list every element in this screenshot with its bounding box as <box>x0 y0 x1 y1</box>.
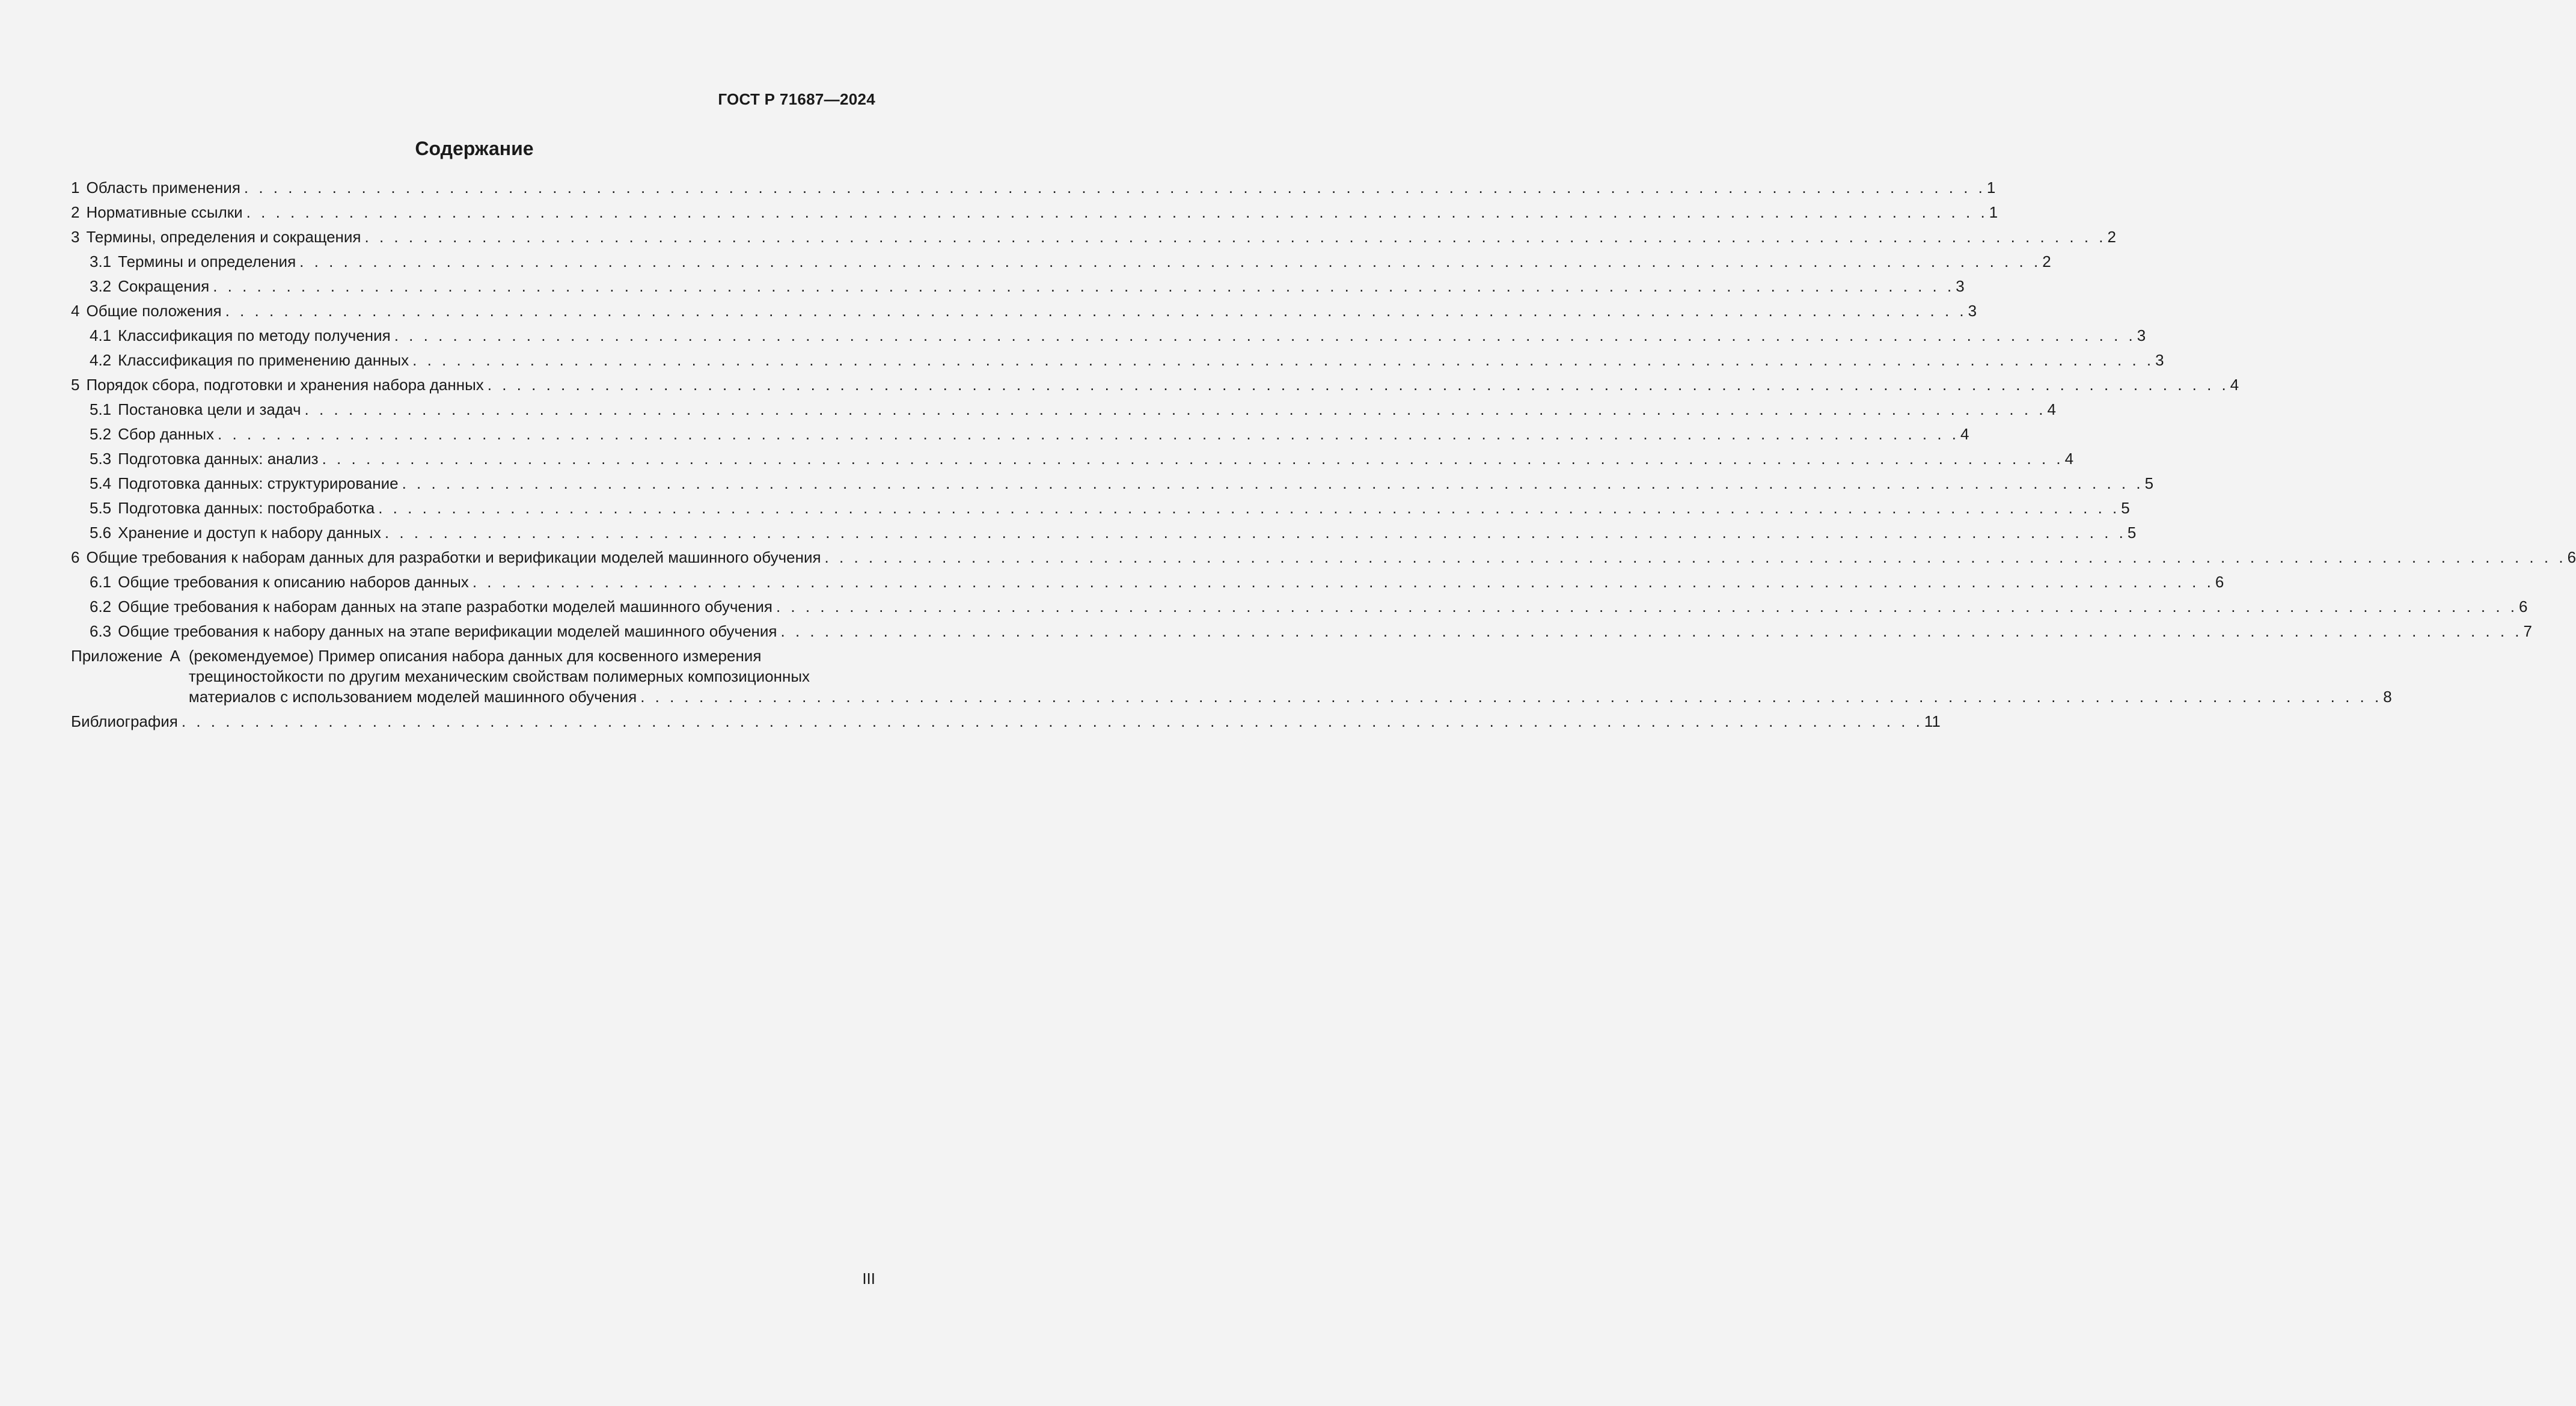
toc-entry-number: 5.5 <box>90 499 112 517</box>
toc-entry-number: 5 <box>71 376 80 394</box>
toc-entry-page: 5 <box>2121 499 2130 517</box>
dot-leader <box>225 299 1967 323</box>
toc-subentry[interactable] <box>71 619 2532 644</box>
toc-entry-page: 3 <box>1956 277 1965 295</box>
toc-entry-label: Сбор данных <box>118 425 215 443</box>
toc-subentry[interactable] <box>71 521 2137 545</box>
toc-entry-number: 6.3 <box>90 622 112 640</box>
dot-leader <box>244 176 1986 200</box>
page-number: III <box>862 1270 875 1288</box>
toc-entry-page: 5 <box>2127 524 2137 542</box>
toc-entry-page: 2 <box>2107 228 2116 246</box>
toc-subentry[interactable] <box>71 397 2056 422</box>
dot-leader <box>402 471 2144 496</box>
toc-entry-label: Библиография <box>71 712 178 730</box>
toc-entry-label: Подготовка данных: структурирование <box>118 474 399 492</box>
appendix-title-line: трещиностойкости по другим механическим свойствам полимерных композиционных <box>188 667 810 685</box>
toc-subentry[interactable] <box>71 274 1965 299</box>
toc-entry-page: 4 <box>2230 376 2239 394</box>
toc-entry-number: 6.1 <box>90 573 112 591</box>
toc-entry-label: Термины, определения и сокращения <box>86 228 361 246</box>
dot-leader <box>781 619 2522 644</box>
toc-entry-label: Общие требования к наборам данных для разработки и верификации моделей машинного обучения <box>86 548 821 566</box>
document-code: ГОСТ Р 71687—2024 <box>718 90 875 108</box>
toc-entry-label: Порядок сбора, подготовки и хранения набора данных <box>86 376 484 394</box>
toc-entry-label: Нормативные ссылки <box>86 203 243 221</box>
dot-leader <box>385 521 2126 545</box>
toc-entry-label: Область применения <box>86 179 240 197</box>
toc-entry-page: 3 <box>1968 302 1977 320</box>
dot-leader <box>365 225 2106 249</box>
toc-entry-label: Классификация по методу получения <box>118 326 391 344</box>
dot-leader <box>305 397 2046 422</box>
dot-leader <box>776 594 2518 619</box>
toc-entry-number: 5.4 <box>90 474 112 492</box>
toc-entry-number: 5.6 <box>90 524 112 542</box>
toc-entry-page: 1 <box>1989 203 1998 221</box>
dot-leader <box>394 323 2136 348</box>
toc-entry-number: 1 <box>71 179 80 197</box>
toc-entry-page: 4 <box>2064 450 2074 468</box>
appendix-lead <box>71 646 180 707</box>
toc-entry-number: 4.2 <box>90 351 112 369</box>
toc-entry-label: Общие требования к набору данных на этапе верификации моделей машинного обучения <box>118 622 777 640</box>
toc-subentry[interactable] <box>71 323 2146 348</box>
toc-entry[interactable] <box>71 200 1998 225</box>
toc-subentry[interactable] <box>71 447 2074 471</box>
dot-leader <box>322 447 2064 471</box>
dot-leader <box>488 373 2229 397</box>
toc-entry-label: Общие требования к наборам данных на этапе разработки моделей машинного обучения <box>118 598 772 616</box>
toc-entry-number: 5.1 <box>90 400 112 418</box>
toc-entry-number: 3 <box>71 228 80 246</box>
toc-entry-page: 1 <box>1986 179 1996 197</box>
toc-entry-number: 6.2 <box>90 598 112 616</box>
toc-entry-page: 6 <box>2567 548 2576 566</box>
appendix-last-line <box>189 686 2392 707</box>
toc-entry[interactable] <box>71 545 2576 570</box>
toc-entry-label: Общие требования к описанию наборов данных <box>118 573 469 591</box>
toc-entry[interactable] <box>71 225 2116 249</box>
toc-entry-page: 8 <box>2383 688 2392 706</box>
toc-entry[interactable] <box>71 373 2239 397</box>
toc-entry-page: 2 <box>2042 252 2051 271</box>
toc-entry-label: Постановка цели и задач <box>118 400 301 418</box>
toc-entry-label: Хранение и доступ к набору данных <box>118 524 381 542</box>
toc-subentry[interactable] <box>71 348 2164 373</box>
toc-bibliography-entry[interactable] <box>71 709 1941 734</box>
appendix-body <box>189 646 2392 707</box>
dot-leader <box>299 249 2041 274</box>
table-of-contents <box>71 176 2576 734</box>
toc-entry-number: 4 <box>71 302 80 320</box>
appendix-letter: А <box>170 647 180 665</box>
dot-leader <box>640 686 2382 707</box>
toc-subentry[interactable] <box>71 471 2154 496</box>
toc-entry-page: 4 <box>2047 400 2056 418</box>
dot-leader <box>825 545 2566 570</box>
toc-subentry[interactable] <box>71 422 1969 447</box>
toc-entry-number: 5.2 <box>90 425 112 443</box>
toc-entry-page: 7 <box>2523 622 2532 640</box>
toc-entry-page: 6 <box>2519 598 2528 616</box>
toc-entry-label: Классификация по применению данных <box>118 351 409 369</box>
toc-entry-label: Общие положения <box>86 302 222 320</box>
toc-entry[interactable] <box>71 176 1996 200</box>
toc-entry[interactable] <box>71 299 1977 323</box>
toc-entry-number: 2 <box>71 203 80 221</box>
appendix-title-line: (рекомендуемое) Пример описания набора данных для косвенного измерения <box>188 647 762 665</box>
toc-subentry[interactable] <box>71 496 2130 521</box>
toc-entry-page: 5 <box>2144 474 2154 492</box>
toc-entry-label: Подготовка данных: анализ <box>118 450 319 468</box>
appendix-prefix: Приложение <box>71 647 163 665</box>
toc-entry-number: 3.2 <box>90 277 112 295</box>
toc-entry-number: 6 <box>71 548 80 566</box>
dot-leader <box>378 496 2120 521</box>
dot-leader <box>412 348 2154 373</box>
toc-entry-page: 6 <box>2215 573 2224 591</box>
toc-entry-page: 4 <box>1960 425 1969 443</box>
toc-title: Содержание <box>415 138 534 159</box>
toc-entry-page: 3 <box>2137 326 2146 344</box>
toc-entry-number: 5.3 <box>90 450 112 468</box>
dot-leader <box>182 709 1923 734</box>
toc-subentry[interactable] <box>71 249 2051 274</box>
toc-entry-number: 4.1 <box>90 326 112 344</box>
dot-leader <box>246 200 1988 225</box>
toc-entry-page: 3 <box>2155 351 2164 369</box>
toc-entry-page: 11 <box>1924 712 1941 730</box>
dot-leader <box>213 274 1954 299</box>
appendix-title-line: материалов с использованием моделей машинного обучения <box>188 688 637 706</box>
toc-entry-label: Сокращения <box>118 277 210 295</box>
toc-entry-number: 3.1 <box>90 252 112 271</box>
toc-entry-label: Термины и определения <box>118 252 296 271</box>
dot-leader <box>473 570 2214 594</box>
toc-entry-label: Подготовка данных: постобработка <box>118 499 375 517</box>
toc-appendix-entry[interactable] <box>71 646 2392 707</box>
dot-leader <box>218 422 1959 447</box>
toc-subentry[interactable] <box>71 570 2224 594</box>
toc-subentry[interactable] <box>71 594 2528 619</box>
